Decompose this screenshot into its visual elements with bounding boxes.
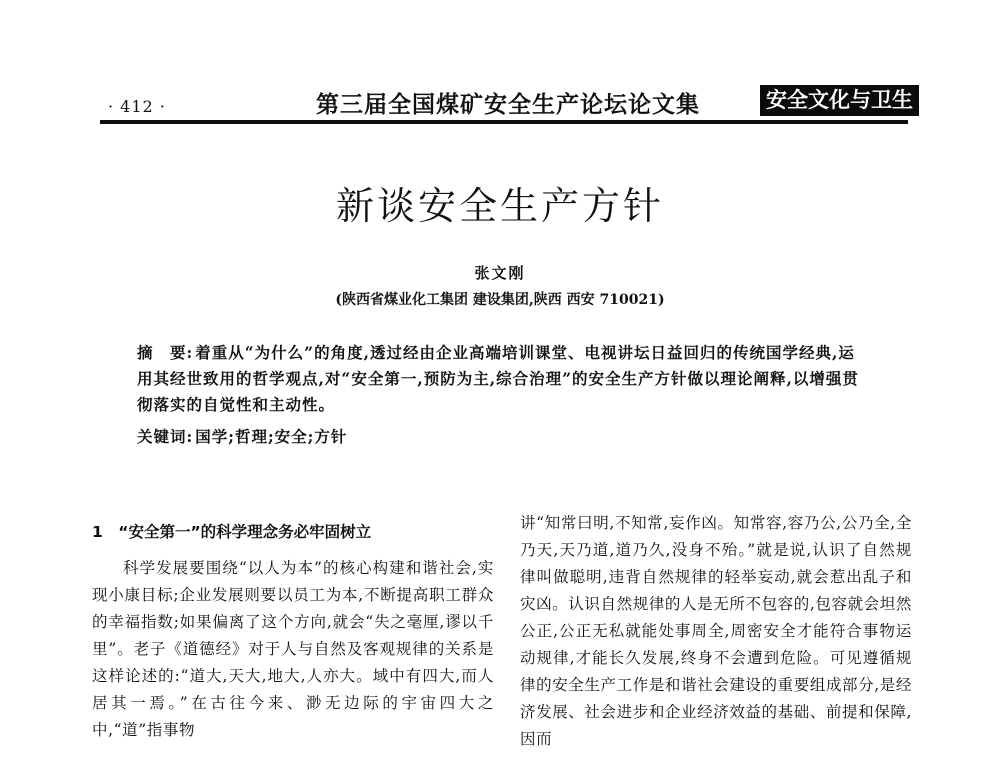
author-affiliation: (陕西省煤业化工集团 建设集团,陕西 西安 710021) <box>335 292 665 308</box>
author-name: 张文刚 <box>474 264 526 282</box>
page-header <box>0 0 1000 130</box>
keywords-label: 关键词: <box>137 427 194 446</box>
keywords-text: 国学;哲理;安全;方针 <box>195 427 348 446</box>
abstract-text: 着重从“为什么”的角度,透过经由企业高端培训课堂、电视讲坛日益回归的传统国学经典,运用其经世致用的哲学观点,对“安全第一,预防为主,综合治理”的安全生产方针做以理论阐释,以增强贯彻落实的自觉性和主动性。 <box>137 343 859 414</box>
abstract <box>137 340 869 418</box>
left-paragraph: 科学发展要围绕“以人为本”的核心构建和谐社会,实现小康目标;企业发展则要以员工为本,不断提高职工群众的幸福指数;如果偏离了这个方向,就会“失之毫厘,谬以千里”。老子《道德经》对于人与自然及客观规律的关系是这样论述的:“道大,天大,地大,人亦大。域中有四大,而人居其一焉。”在古往今来、渺无边际的宇宙四大之中,“道”指事物 <box>92 559 494 739</box>
abstract-label: 摘 要: <box>137 343 194 362</box>
right-column <box>520 510 912 753</box>
running-title: 第三届全国煤矿安全生产论坛论文集 <box>316 92 700 118</box>
keywords <box>137 425 869 447</box>
page-number: · 412 · <box>108 97 166 116</box>
section-heading: 1 “安全第一”的科学理念务必牢固树立 <box>92 523 372 541</box>
section-tag: 安全文化与卫生 <box>760 85 919 116</box>
right-paragraph: 讲“知常曰明,不知常,妄作凶。知常容,容乃公,公乃全,全乃天,天乃道,道乃久,没身不殆。”就是说,认识了自然规律叫做聪明,违背自然规律的轻举妄动,就会惹出乱子和灾凶。认识自然规律的人是无所不包容的,包容就会坦然公正,公正无私就能处事周全,周密安全才能符合事物运动规律,才能长久发展,终身不会遭到危险。可见遵循规律的安全生产工作是和谐社会建设的重要组成部分,是经济发展、社会进步和企业经济效益的基础、前提和保障,因而 <box>520 514 912 748</box>
article-title: 新谈安全生产方针 <box>335 184 664 228</box>
header-rule <box>100 120 908 124</box>
left-column <box>92 510 494 744</box>
